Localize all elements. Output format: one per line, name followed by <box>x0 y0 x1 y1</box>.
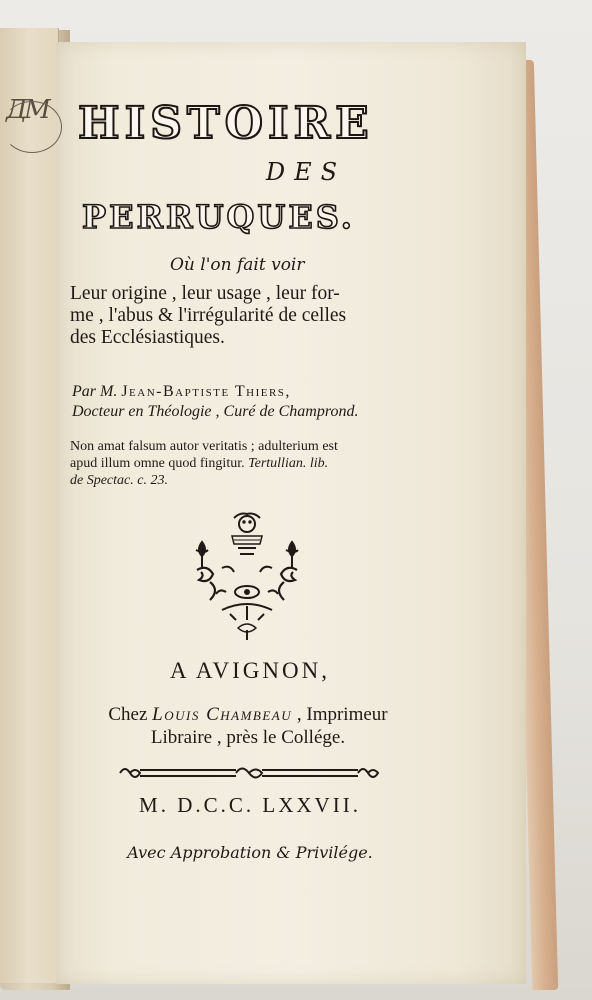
printer-ornament <box>182 510 312 645</box>
author-name: Jean-Baptiste Thiers, <box>121 383 291 400</box>
privilege-line: Avec Approbation & Privilége. <box>127 843 373 862</box>
epigraph-line <box>70 455 440 472</box>
author-block <box>72 382 432 422</box>
author-line <box>72 382 432 402</box>
author-title: Docteur en Théologie , Curé de Champrond. <box>72 403 359 420</box>
epigraph-source: Tertullian. lib. <box>248 456 329 471</box>
publication-date: M. D.C.C. LXXVII. <box>139 793 361 817</box>
imprint <box>58 703 438 749</box>
description-line: des Ecclésiastiques. <box>70 327 225 348</box>
epigraph-text: apud illum omne quod fingitur. <box>70 456 245 471</box>
description-line: me , l'abus & l'irrégularité de celles <box>70 305 347 326</box>
epigraph-line: de Spectac. c. 23. <box>70 473 168 488</box>
initials-circle <box>2 101 62 153</box>
printer-name: Louis Chambeau <box>152 704 293 725</box>
imprint-prefix: Chez <box>108 704 148 725</box>
title-histoire: HISTOIRE <box>78 98 374 149</box>
epigraph-line: Non amat falsum autor veritatis ; adulterium est <box>70 439 338 454</box>
imprint-city: A AVIGNON, <box>170 658 330 683</box>
imprint-line-1 <box>58 703 438 726</box>
manuscript-initials-mark: ДМ <box>6 95 56 155</box>
epigraph <box>70 438 440 489</box>
author-prefix: Par M. <box>72 383 118 400</box>
imprint-line-2: Libraire , près le Collége. <box>150 727 346 748</box>
title-perruques: PERRUQUES. <box>82 198 355 236</box>
description <box>70 283 430 349</box>
title-des: DES <box>265 158 347 186</box>
decorative-rule <box>118 763 380 783</box>
imprint-suffix: , Imprimeur <box>296 704 388 725</box>
subtitle: Où l'on fait voir <box>170 255 305 275</box>
description-line: Leur origine , leur usage , leur for- <box>70 283 340 304</box>
